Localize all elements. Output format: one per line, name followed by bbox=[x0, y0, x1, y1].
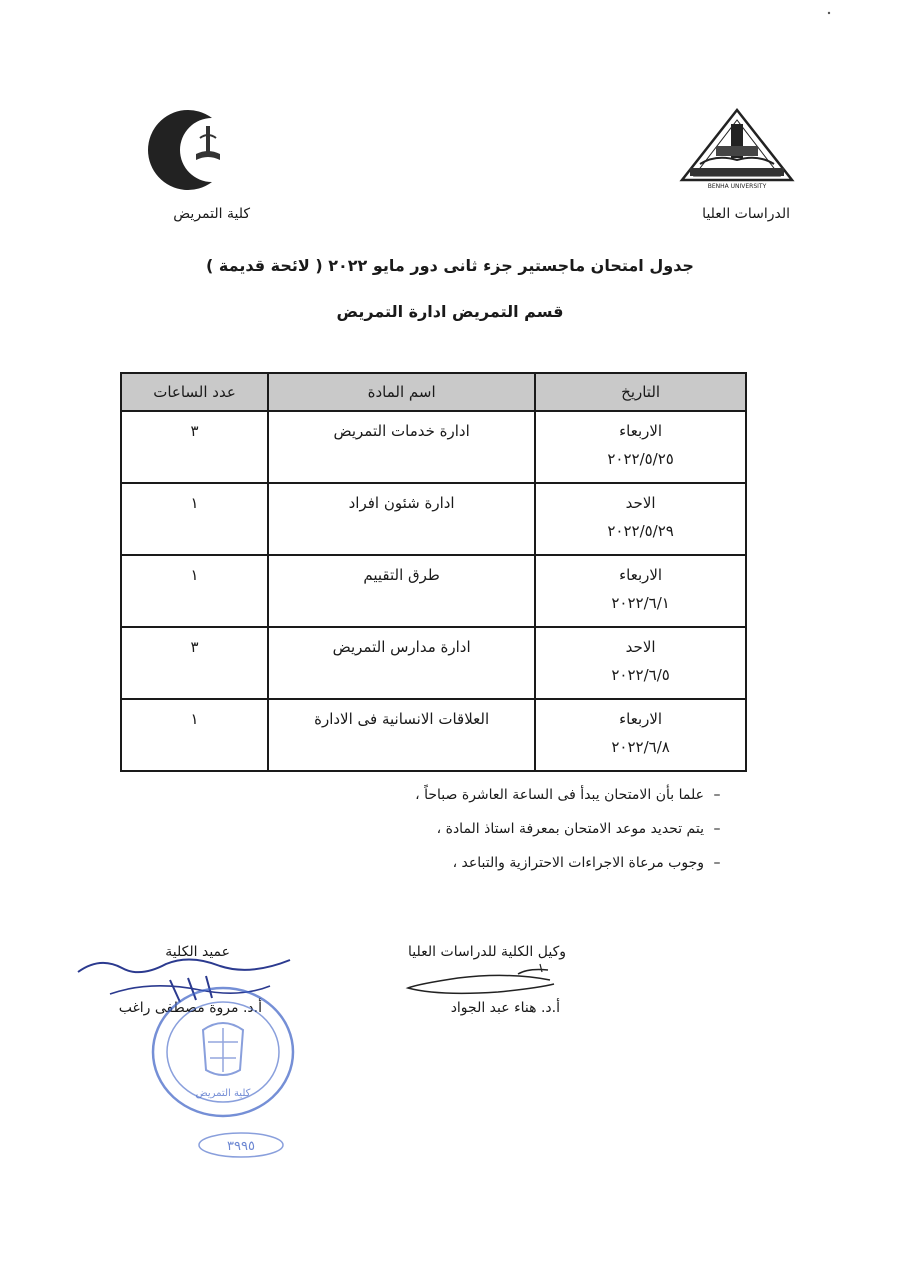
header-date: التاريخ bbox=[535, 373, 746, 411]
day-name: الاحد bbox=[625, 494, 656, 512]
hours-value: ١ bbox=[190, 494, 199, 512]
table-row bbox=[121, 483, 746, 555]
hours-value: ٣ bbox=[190, 422, 199, 440]
table-header-row bbox=[121, 373, 746, 411]
graduate-studies-label: الدراسات العليا bbox=[702, 206, 790, 222]
stamp-number-icon bbox=[196, 1130, 286, 1160]
table-row bbox=[121, 627, 746, 699]
exam-date: ٢٠٢٢/٥/٢٥ bbox=[607, 450, 674, 468]
note-text: علما بأن الامتحان يبدأ فى الساعة العاشرة صباحاً ، bbox=[415, 787, 704, 803]
hours-cell bbox=[121, 411, 268, 483]
notes-list bbox=[320, 784, 730, 886]
note-text: يتم تحديد موعد الامتحان بمعرفة استاذ المادة ، bbox=[436, 821, 704, 837]
hours-cell bbox=[121, 555, 268, 627]
subject-cell bbox=[268, 411, 535, 483]
exam-date: ٢٠٢٢/٦/٥ bbox=[611, 666, 670, 684]
vice-dean-signature-icon bbox=[398, 962, 558, 1002]
nursing-faculty-logo-icon bbox=[140, 104, 240, 196]
dean-name: أ.د. مروة مصطفى راغب bbox=[118, 1000, 262, 1016]
hours-cell bbox=[121, 699, 268, 771]
university-logo-icon bbox=[676, 106, 798, 190]
table-row bbox=[121, 555, 746, 627]
table-row bbox=[121, 411, 746, 483]
exam-schedule-title: جدول امتحان ماجستير جزء ثانى دور مايو ٢٠٢٢ ( لائحة قديمة ) bbox=[206, 256, 694, 275]
day-name: الاحد bbox=[625, 638, 656, 656]
list-item bbox=[320, 852, 730, 886]
hours-value: ١ bbox=[190, 710, 199, 728]
subject-name: ادارة خدمات التمريض bbox=[333, 422, 470, 440]
date-cell bbox=[535, 555, 746, 627]
hours-value: ٣ bbox=[190, 638, 199, 656]
hours-cell bbox=[121, 627, 268, 699]
note-text: وجوب مرعاة الاجراءات الاحترازية والتباعد ، bbox=[452, 855, 704, 871]
subject-cell bbox=[268, 627, 535, 699]
subject-cell bbox=[268, 483, 535, 555]
faculty-of-nursing-label: كلية التمريض bbox=[173, 206, 250, 222]
department-title: قسم التمريض ادارة التمريض bbox=[336, 302, 564, 321]
exam-date: ٢٠٢٢/٥/٢٩ bbox=[607, 522, 674, 540]
date-cell bbox=[535, 699, 746, 771]
dash-bullet: – bbox=[713, 821, 721, 837]
day-name: الاربعاء bbox=[619, 566, 663, 584]
subject-name: ادارة شئون افراد bbox=[348, 494, 455, 512]
exam-date: ٢٠٢٢/٦/١ bbox=[611, 594, 670, 612]
date-cell bbox=[535, 411, 746, 483]
official-stamp-icon bbox=[148, 980, 298, 1120]
dash-bullet: – bbox=[713, 787, 721, 803]
date-cell bbox=[535, 627, 746, 699]
dean-title: عميد الكلية bbox=[165, 944, 230, 960]
vice-dean-name: أ.د. هناء عبد الجواد bbox=[450, 1000, 560, 1016]
vice-dean-title: وكيل الكلية للدراسات العليا bbox=[408, 944, 566, 960]
hours-cell bbox=[121, 483, 268, 555]
dash-bullet: – bbox=[713, 855, 721, 871]
exam-schedule-table bbox=[120, 372, 747, 772]
day-name: الاربعاء bbox=[619, 422, 663, 440]
stray-mark bbox=[826, 10, 832, 16]
stamp-number: ٣٩٩٥ bbox=[227, 1139, 255, 1154]
subject-cell bbox=[268, 555, 535, 627]
date-cell bbox=[535, 483, 746, 555]
subject-name: ادارة مدارس التمريض bbox=[332, 638, 471, 656]
subject-cell bbox=[268, 699, 535, 771]
hours-value: ١ bbox=[190, 566, 199, 584]
header-hours: عدد الساعات bbox=[121, 373, 268, 411]
exam-date: ٢٠٢٢/٦/٨ bbox=[611, 738, 670, 756]
list-item bbox=[320, 784, 730, 818]
subject-name: طرق التقييم bbox=[363, 566, 440, 584]
university-logo-text: BENHA UNIVERSITY bbox=[707, 183, 767, 190]
header-subject: اسم المادة bbox=[268, 373, 535, 411]
list-item bbox=[320, 818, 730, 852]
stamp-text: كلية التمريض bbox=[195, 1088, 251, 1099]
table-row bbox=[121, 699, 746, 771]
subject-name: العلاقات الانسانية فى الادارة bbox=[314, 710, 490, 728]
day-name: الاربعاء bbox=[619, 710, 663, 728]
